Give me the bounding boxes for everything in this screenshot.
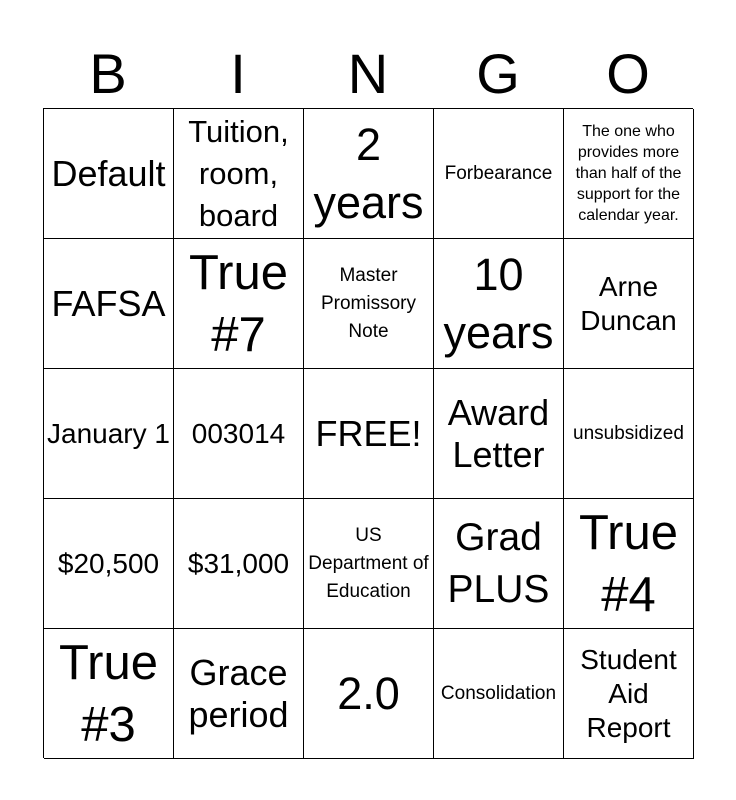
cell-text: Grad PLUS xyxy=(447,515,550,611)
free-space-text: FREE! xyxy=(315,412,422,454)
header-letter-b: B xyxy=(89,42,127,105)
bingo-cell[interactable] xyxy=(564,629,694,759)
cell-text: 2 years xyxy=(313,118,424,228)
cell-text: January 1 xyxy=(47,417,170,449)
bingo-cell[interactable] xyxy=(304,109,434,239)
bingo-cell[interactable] xyxy=(434,499,564,629)
cell-text: Default xyxy=(51,152,166,194)
bingo-cell[interactable] xyxy=(564,109,694,239)
free-space-cell[interactable] xyxy=(304,369,434,499)
bingo-cell[interactable] xyxy=(434,369,564,499)
cell-text: Tuition, room, board xyxy=(188,113,289,233)
bingo-cell[interactable] xyxy=(174,499,304,629)
cell-text: True #4 xyxy=(579,505,678,622)
bingo-cell[interactable] xyxy=(434,109,564,239)
bingo-board xyxy=(43,108,693,758)
cell-text: Master Promissory Note xyxy=(320,264,416,342)
cell-text: 10 years xyxy=(443,248,554,358)
bingo-cell[interactable] xyxy=(304,239,434,369)
cell-text: US Department of Education xyxy=(308,524,429,602)
cell-text: unsubsidized xyxy=(573,422,684,444)
cell-text: $20,500 xyxy=(57,547,160,579)
bingo-cell[interactable] xyxy=(44,109,174,239)
bingo-cell[interactable] xyxy=(174,369,304,499)
header-letter-g: G xyxy=(476,42,520,105)
cell-text: Student Aid Report xyxy=(580,643,677,743)
cell-text: Arne Duncan xyxy=(580,270,677,336)
bingo-cell[interactable] xyxy=(44,499,174,629)
cell-text: True #3 xyxy=(59,635,158,752)
bingo-cell[interactable] xyxy=(174,109,304,239)
header-letter-n: N xyxy=(347,42,389,105)
cell-text: 003014 xyxy=(191,417,286,449)
cell-text: $31,000 xyxy=(187,547,290,579)
bingo-cell[interactable] xyxy=(434,239,564,369)
cell-text: The one who provides more than half of the support for the calendar year. xyxy=(575,123,682,224)
cell-text: Forbearance xyxy=(444,162,553,184)
cell-text: Consolidation xyxy=(440,682,557,704)
cell-text: FAFSA xyxy=(51,282,166,324)
bingo-cell[interactable] xyxy=(44,239,174,369)
cell-text: 2.0 xyxy=(337,667,400,719)
bingo-cell[interactable] xyxy=(564,369,694,499)
cell-text: True #7 xyxy=(189,245,288,362)
bingo-cell[interactable] xyxy=(304,629,434,759)
bingo-cell[interactable] xyxy=(434,629,564,759)
bingo-cell[interactable] xyxy=(174,629,304,759)
bingo-cell[interactable] xyxy=(304,499,434,629)
bingo-cell[interactable] xyxy=(174,239,304,369)
bingo-cell[interactable] xyxy=(44,369,174,499)
header-letter-i: I xyxy=(230,42,246,105)
bingo-header xyxy=(43,42,693,106)
header-letter-o: O xyxy=(606,42,650,105)
cell-text: Award Letter xyxy=(447,391,550,475)
bingo-cell[interactable] xyxy=(44,629,174,759)
bingo-cell[interactable] xyxy=(564,239,694,369)
bingo-cell[interactable] xyxy=(564,499,694,629)
cell-text: Grace period xyxy=(188,651,289,735)
